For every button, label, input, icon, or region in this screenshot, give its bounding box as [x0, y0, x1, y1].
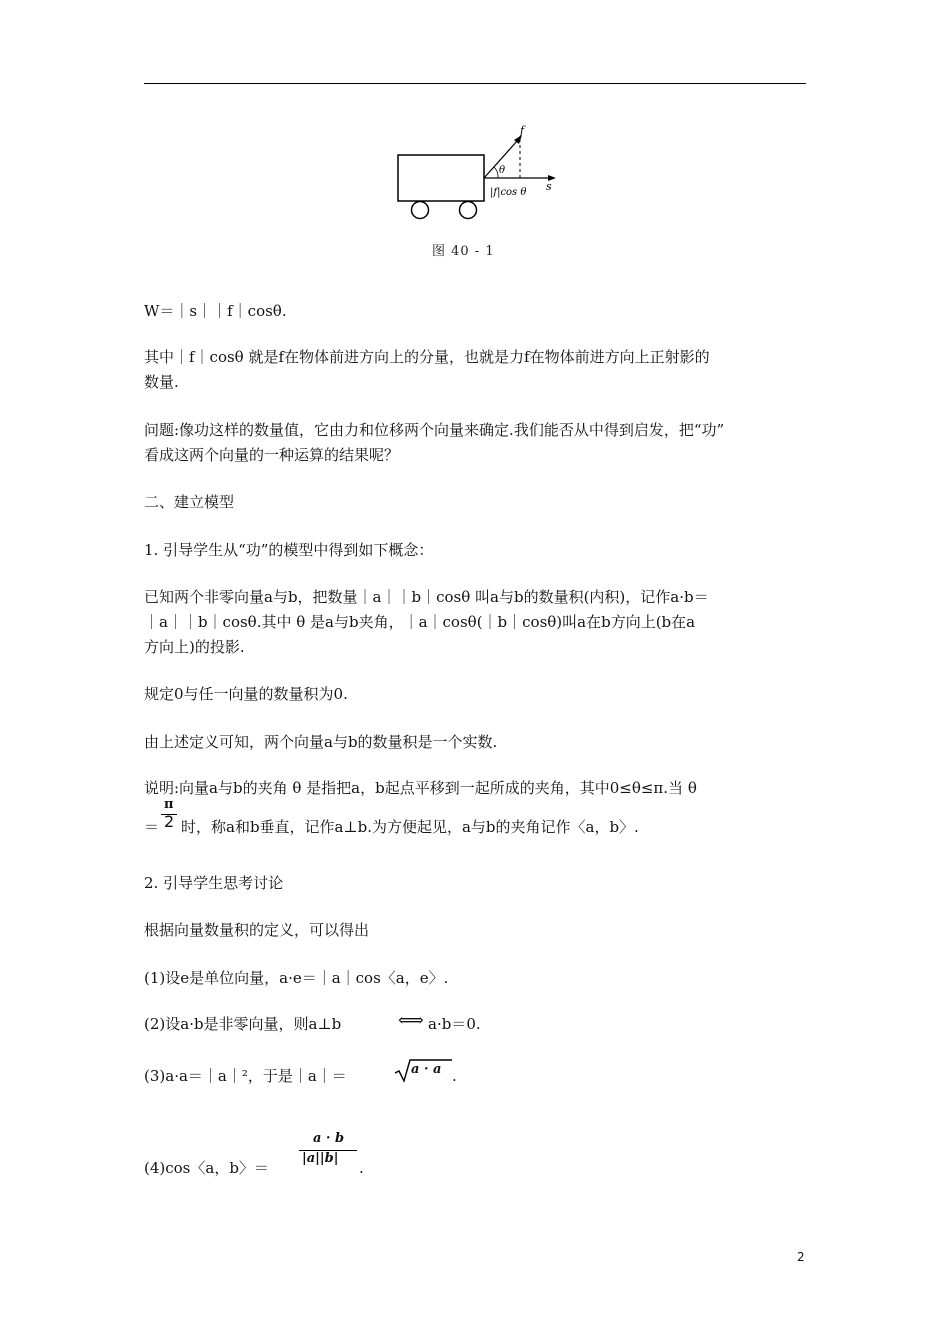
figure-caption: 图 40 - 1 — [432, 244, 495, 259]
property-4: (4)cos〈a，b〉＝ — [144, 1159, 269, 1177]
definition-line: 已知两个非零向量a与b，把数量｜a｜｜b｜cosθ 叫a与b的数量积(内积)，记作a·b＝ — [144, 588, 709, 606]
header-rule — [144, 83, 806, 84]
definition-line: 方向上)的投影. — [144, 638, 245, 656]
explanation-line: 时，称a和b垂直，记作a⊥b.为方便起见，a与b的夹角记作〈a，b〉. — [181, 818, 639, 836]
step-heading: 1. 引导学生从“功”的模型中得到如下概念： — [144, 541, 434, 559]
paragraph-line: 数量. — [144, 373, 179, 391]
property-2: (2)设a·b是非零向量，则a⊥b — [144, 1015, 342, 1033]
cart-force-figure — [390, 125, 570, 225]
label-f: f — [520, 125, 525, 137]
paragraph-line: 规定0与任一向量的数量积为0. — [144, 685, 348, 703]
step-heading: 2. 引导学生思考讨论 — [144, 874, 284, 892]
cart-wheel-right — [460, 202, 477, 219]
pi-symbol: π — [164, 797, 174, 812]
period: . — [359, 1159, 364, 1177]
equals-sign: ＝ — [144, 818, 160, 836]
label-s: s — [546, 180, 552, 193]
sqrt-radicand: a · a — [411, 1062, 442, 1077]
label-projection: |f|cos θ — [490, 187, 527, 198]
work-formula: W＝｜s｜｜f｜cosθ. — [144, 302, 287, 320]
denominator-two: 2 — [164, 812, 175, 831]
page-number: 2 — [797, 1250, 805, 1264]
paragraph-line: 根据向量数量积的定义，可以得出 — [144, 921, 370, 939]
period: . — [452, 1067, 457, 1085]
angle-arc — [494, 167, 498, 178]
paragraph-line: 其中｜f｜cosθ 就是f在物体前进方向上的分量，也就是力f在物体前进方向上正射影的 — [144, 348, 710, 366]
paragraph-line: 看成这两个向量的一种运算的结果呢？ — [144, 446, 400, 464]
section-heading: 二、建立模型 — [144, 493, 235, 511]
definition-line: ｜a｜｜b｜cosθ.其中 θ 是a与b夹角，｜a｜cosθ(｜b｜cosθ)叫a在b方向上(b在a — [144, 613, 696, 631]
property-3: (3)a·a＝｜a｜²，于是｜a｜＝ — [144, 1067, 347, 1085]
explanation-line: 说明:向量a与b的夹角 θ 是指把a，b起点平移到一起所成的夹角，其中0≤θ≤π.当 θ — [144, 779, 697, 797]
paragraph-line: 由上述定义可知，两个向量a与b的数量积是一个实数. — [144, 733, 498, 751]
property-1: (1)设e是单位向量，a·e＝｜a｜cos〈a，e〉. — [144, 969, 449, 987]
iff-arrow-icon: ⟺ — [398, 1010, 424, 1031]
fraction-numerator: a · b — [313, 1131, 345, 1146]
cart-body — [398, 155, 484, 201]
cart-wheel-left — [412, 202, 429, 219]
property-2-tail: a·b＝0. — [428, 1015, 481, 1033]
fraction-denominator: |a||b| — [302, 1151, 339, 1166]
paragraph-line: 问题:像功这样的数量值，它由力和位移两个向量来确定.我们能否从中得到启发，把“功” — [144, 421, 725, 439]
label-theta: θ — [499, 165, 506, 176]
